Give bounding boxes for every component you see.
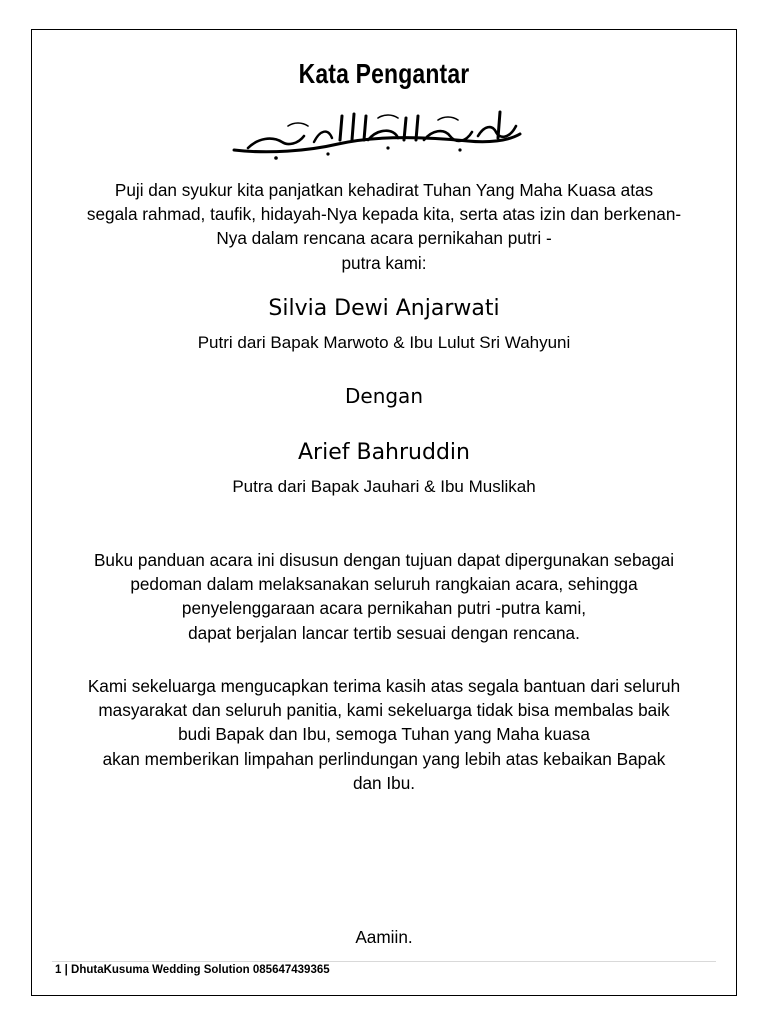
page-title: Kata Pengantar	[298, 58, 470, 89]
footer-text: DhutaKusuma Wedding Solution 085647439365	[71, 964, 330, 976]
purpose-line: dapat berjalan lancar tertib sesuai dengan rencana.	[188, 622, 580, 643]
connector-text: Dengan	[344, 384, 423, 408]
purpose-paragraph	[40, 548, 728, 645]
thanks-paragraph	[40, 674, 728, 795]
page-frame	[31, 29, 737, 996]
groom-name: Arief Bahruddin	[298, 440, 470, 465]
page-footer	[55, 964, 330, 976]
page-number: 1	[55, 964, 62, 976]
intro-line: putra kami:	[341, 252, 427, 273]
purpose-line: Buku panduan acara ini disusun dengan tujuan dapat dipergunakan sebagai	[93, 550, 675, 570]
footer-separator: |	[61, 964, 72, 976]
intro-line: Puji dan syukur kita panjatkan kehadirat Tuhan Yang Maha Kuasa atas	[114, 180, 654, 200]
bride-parents: Putri dari Bapak Marwoto & Ibu Lulut Sri Wahyuni	[197, 333, 571, 352]
thanks-line: Kami sekeluarga mengucapkan terima kasih atas segala bantuan dari seluruh	[87, 676, 681, 696]
purpose-line: penyelenggaraan acara pernikahan putri -putra kami,	[181, 598, 587, 619]
intro-paragraph	[40, 178, 728, 275]
purpose-line: pedoman dalam melaksanakan seluruh rangkaian acara, sehingga	[130, 574, 638, 595]
bride-name: Silvia Dewi Anjarwati	[268, 296, 500, 321]
groom-parents: Putra dari Bapak Jauhari & Ibu Muslikah	[232, 477, 536, 496]
intro-line: Nya dalam rencana acara pernikahan putri -	[216, 228, 552, 249]
thanks-line: dan Ibu.	[352, 772, 416, 793]
intro-line: segala rahmad, taufik, hidayah-Nya kepada kita, serta atas izin dan berkenan-	[86, 204, 682, 225]
thanks-line: budi Bapak dan Ibu, semoga Tuhan yang Maha kuasa	[178, 724, 590, 745]
thanks-line: akan memberikan limpahan perlindungan yang lebih atas kebaikan Bapak	[102, 748, 666, 769]
closing-text: Aamiin.	[355, 927, 413, 947]
thanks-line: masyarakat dan seluruh panitia, kami sekeluarga tidak bisa membalas baik	[98, 700, 670, 721]
basmala-calligraphy-icon	[228, 104, 528, 162]
footer-divider	[52, 961, 716, 962]
